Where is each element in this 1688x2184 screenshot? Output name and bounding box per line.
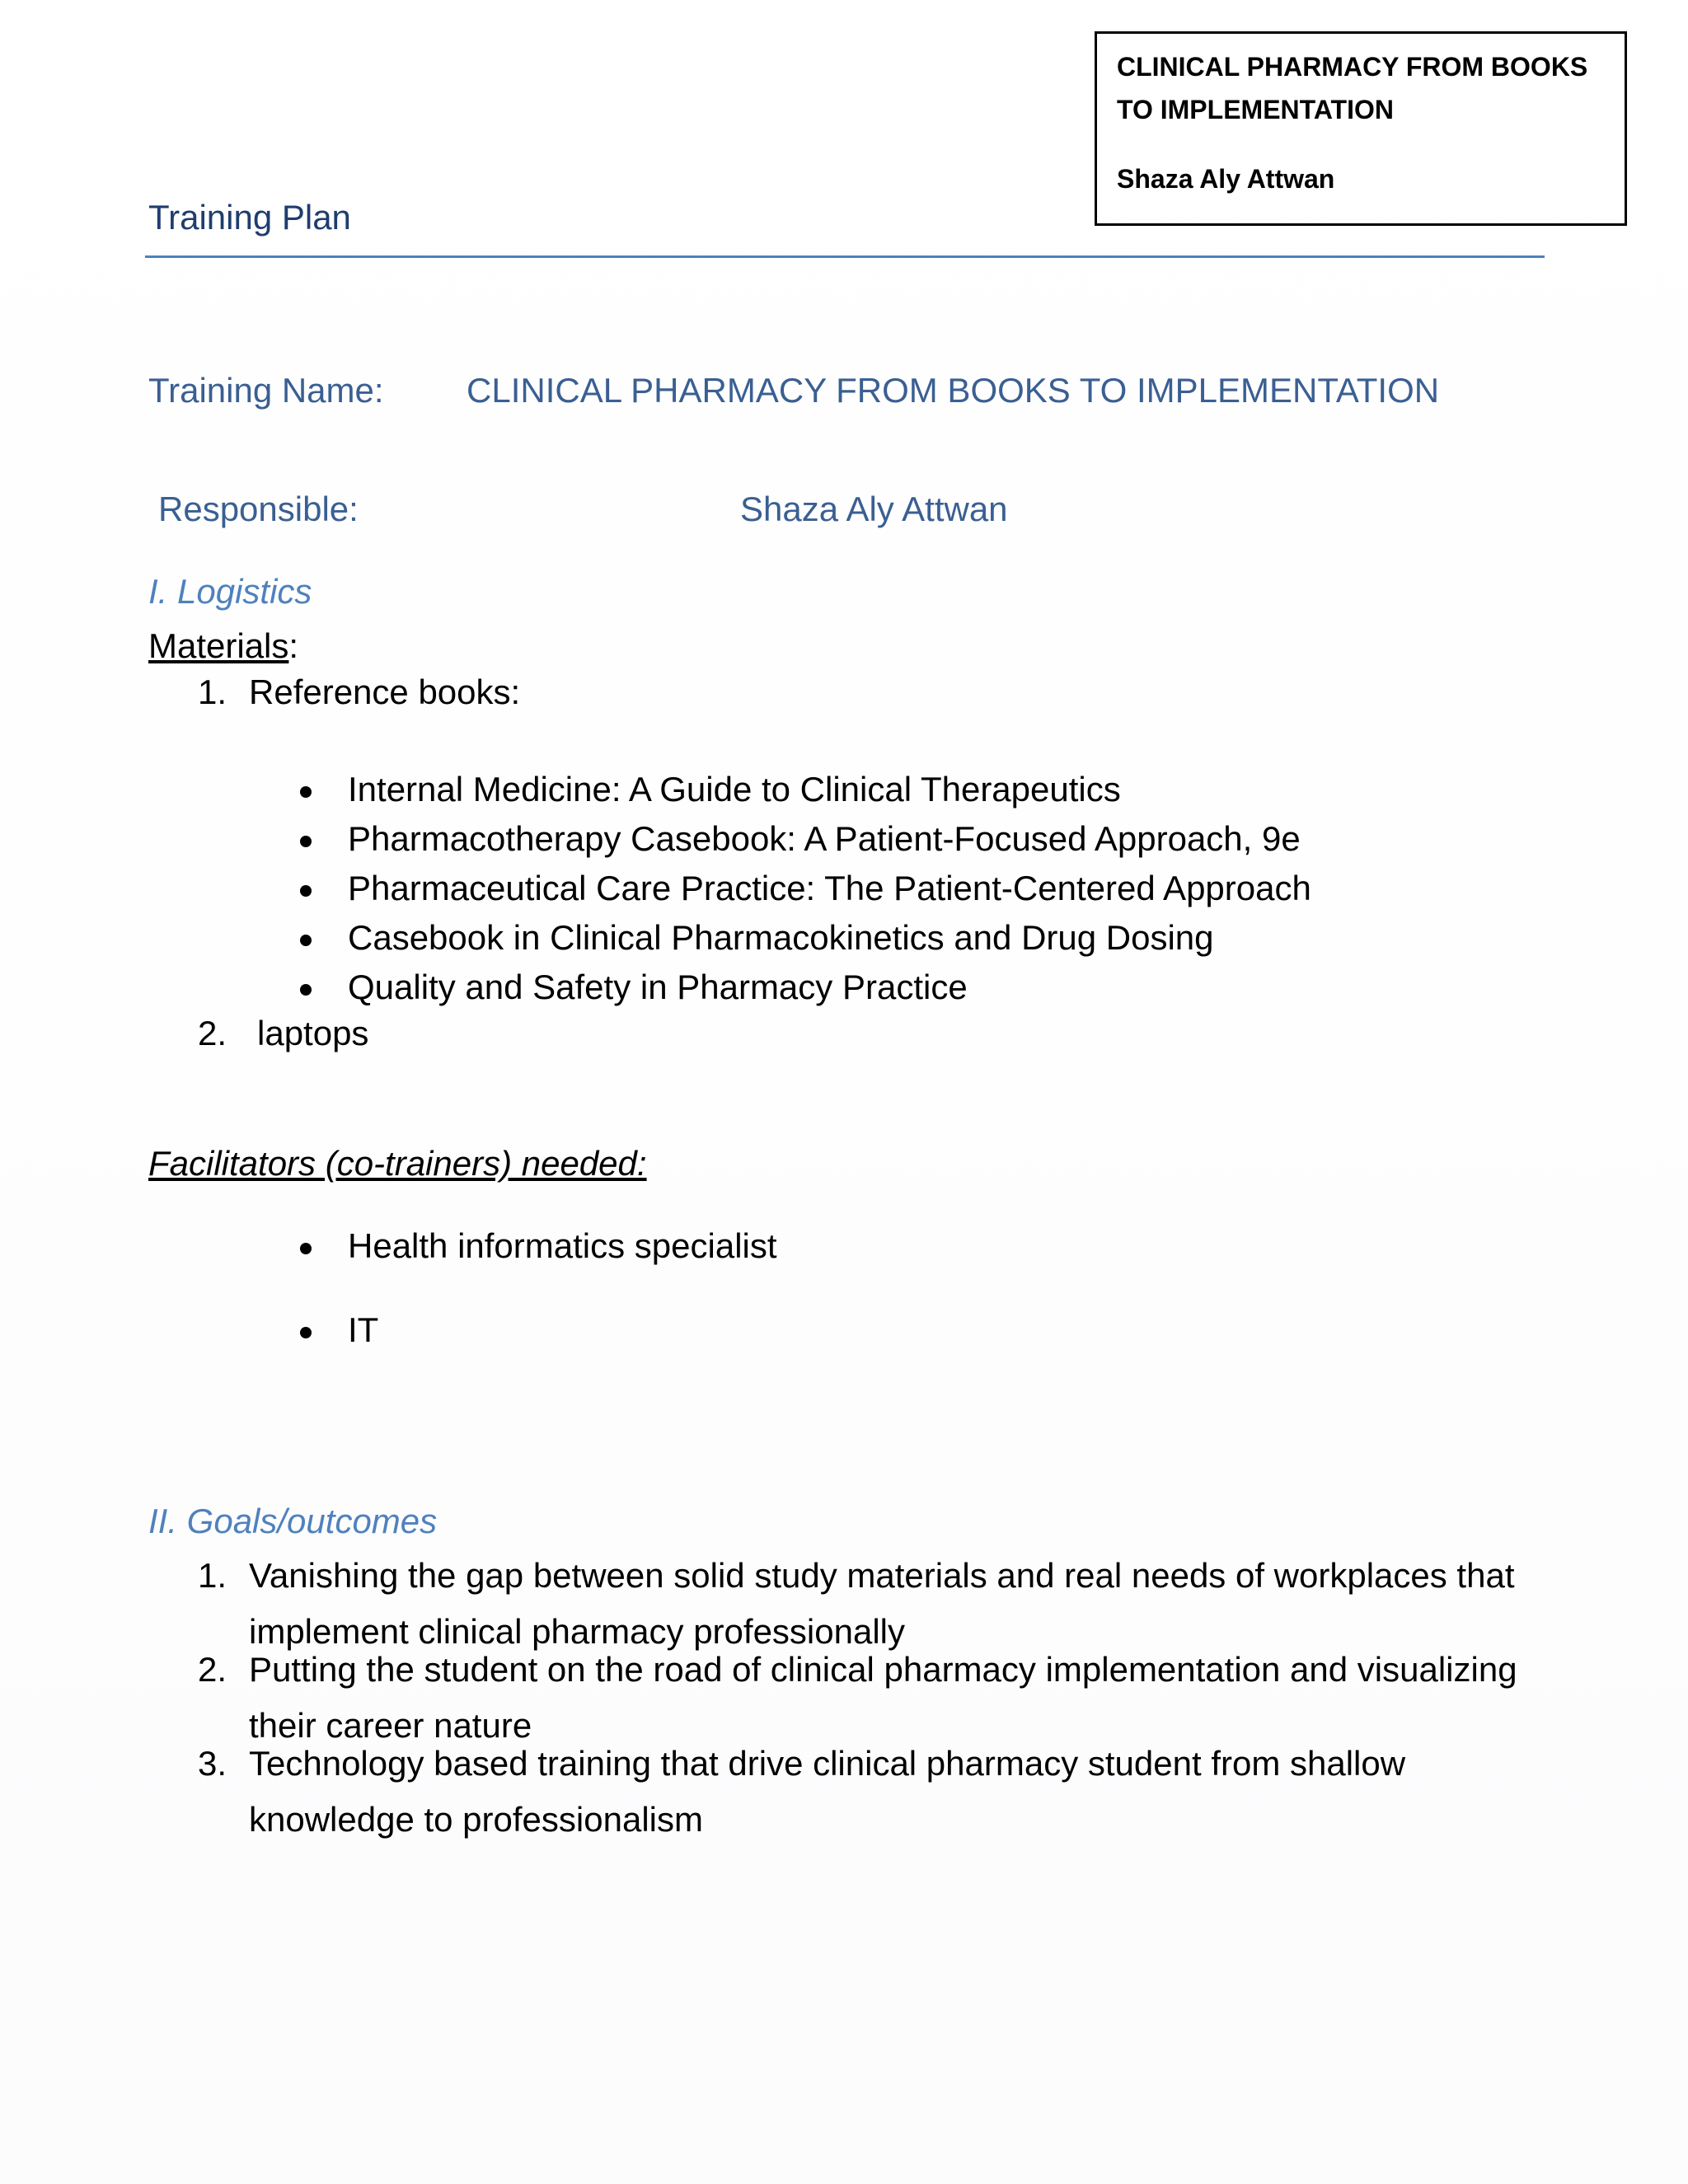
goal-number: 3. [198,1744,227,1783]
materials-item-number: 2. [198,1014,227,1052]
materials-item-number: 1. [198,673,227,711]
responsible-label: Responsible: [158,490,359,528]
bullet-icon [300,935,312,946]
facilitator-item: IT [348,1310,379,1349]
responsible-value: Shaza Aly Attwan [740,490,1008,528]
goal-text: Vanishing the gap between solid study materials and real needs of workplaces that implement clinical pharmacy professionally [249,1556,1515,1651]
title-underline-rule [145,255,1545,258]
goal-text: Technology based training that drive clinical pharmacy student from shallow knowledge to professionalism [249,1744,1406,1839]
book-item: Pharmaceutical Care Practice: The Patient-Centered Approach [348,869,1311,907]
training-name-value: CLINICAL PHARMACY FROM BOOKS TO IMPLEMENTATION [467,371,1440,410]
book-item: Casebook in Clinical Pharmacokinetics and Drug Dosing [348,918,1214,957]
goal-text: Putting the student on the road of clinical pharmacy implementation and visualizing their career nature [249,1650,1517,1745]
book-item: Internal Medicine: A Guide to Clinical Therapeutics [348,770,1121,808]
book-item: Quality and Safety in Pharmacy Practice [348,968,968,1006]
header-box-author: Shaza Aly Attwan [1117,164,1335,194]
logistics-heading: I. Logistics [148,572,312,611]
header-box-title: CLINICAL PHARMACY FROM BOOKS TO IMPLEMENTATION [1117,52,1588,124]
bullet-icon [300,885,312,897]
materials-item-text: Reference books: [249,673,521,711]
materials-item-text: laptops [257,1014,369,1052]
materials-label-text: Materials [148,626,289,665]
book-item: Pharmacotherapy Casebook: A Patient-Focused Approach, 9e [348,819,1301,858]
bullet-icon [300,786,312,798]
header-box [1095,31,1627,226]
materials-label [148,626,298,666]
bullet-icon [300,836,312,847]
bullet-icon [300,1243,312,1254]
bullet-icon [300,1327,312,1338]
page-title: Training Plan [148,198,351,237]
bullet-icon [300,984,312,996]
goal-number: 1. [198,1556,227,1595]
training-name-label: Training Name: [148,371,384,410]
goals-heading: II. Goals/outcomes [148,1502,438,1540]
facilitator-item: Health informatics specialist [348,1226,777,1265]
goal-number: 2. [198,1650,227,1689]
facilitators-label: Facilitators (co-trainers) needed: [148,1144,647,1183]
materials-label-colon: : [288,626,299,665]
